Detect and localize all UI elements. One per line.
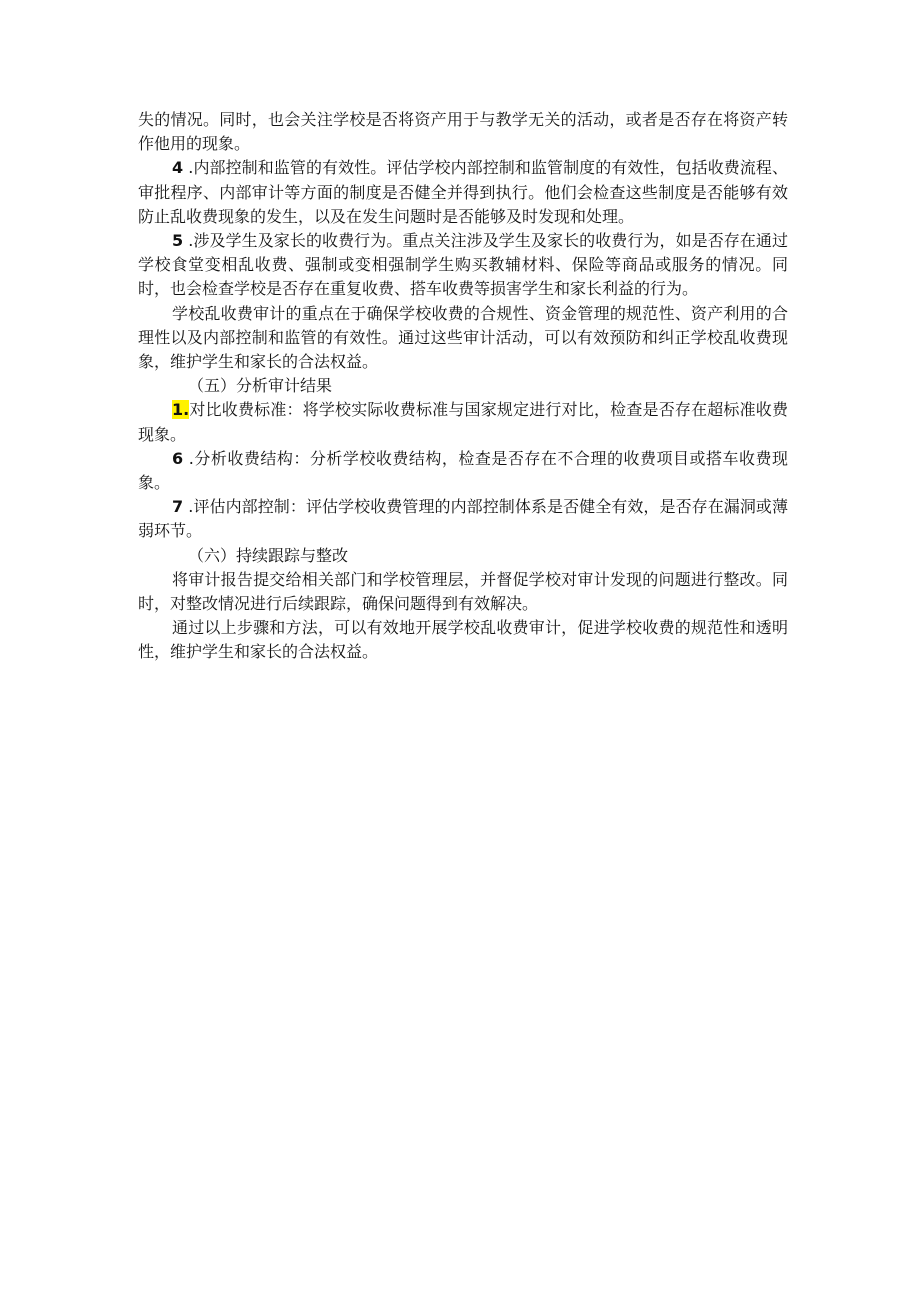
item-text-5: .涉及学生及家长的收费行为。重点关注涉及学生及家长的收费行为，如是否存在通过学校食堂变相乱收费、强制或变相强制学生购买教辅材料、保险等商品或服务的情况。同时，也会检查学校是否存在重复收费、搭车收费等损害学生和家长利益的行为。	[138, 231, 788, 299]
item-text-1: 对比收费标准：将学校实际收费标准与国家规定进行对比，检查是否存在超标准收费现象。	[138, 400, 788, 444]
item-text-4: .内部控制和监管的有效性。评估学校内部控制和监管制度的有效性，包括收费流程、审批程序、内部审计等方面的制度是否健全并得到执行。他们会检查这些制度是否能够有效防止乱收费现象的发生，以及在发生问题时是否能够及时发现和处理。	[138, 158, 788, 226]
highlighted-item-number-1: 1.	[172, 400, 190, 420]
paragraph-conclusion: 通过以上步骤和方法，可以有效地开展学校乱收费审计，促进学校收费的规范性和透明性，维护学生和家长的合法权益。	[138, 618, 788, 662]
paragraph-item-5	[138, 229, 788, 302]
item-number-6: 6	[172, 448, 184, 468]
section-heading-5: （五）分析审计结果	[188, 376, 333, 396]
item-text-6: .分析收费结构：分析学校收费结构，检查是否存在不合理的收费项目或搭车收费现象。	[138, 448, 788, 493]
paragraph-tracking: 将审计报告提交给相关部门和学校管理层，并督促学校对审计发现的问题进行整改。同时，对整改情况进行后续跟踪，确保问题得到有效解决。	[138, 569, 788, 614]
section-heading-6: （六）持续跟踪与整改	[188, 545, 349, 565]
paragraph-continuation: 失的情况。同时，也会关注学校是否将资产用于与教学无关的活动，或者是否存在将资产转作他用的现象。	[138, 110, 788, 154]
paragraph-item-1	[138, 398, 788, 446]
item-number-7: 7	[172, 497, 184, 517]
paragraph-summary: 学校乱收费审计的重点在于确保学校收费的合规性、资金管理的规范性、资产利用的合理性以及内部控制和监管的有效性。通过这些审计活动，可以有效预防和纠正学校乱收费现象，维护学生和家长的合法权益。	[138, 303, 788, 372]
item-text-7: .评估内部控制：评估学校收费管理的内部控制体系是否健全有效，是否存在漏洞或薄弱环节。	[138, 497, 788, 541]
item-number-4: 4	[172, 158, 184, 178]
paragraph-item-7	[138, 495, 788, 543]
document-body	[138, 108, 788, 665]
item-number-5: 5	[172, 231, 184, 251]
paragraph-item-4	[138, 156, 788, 229]
paragraph-item-6	[138, 447, 788, 495]
